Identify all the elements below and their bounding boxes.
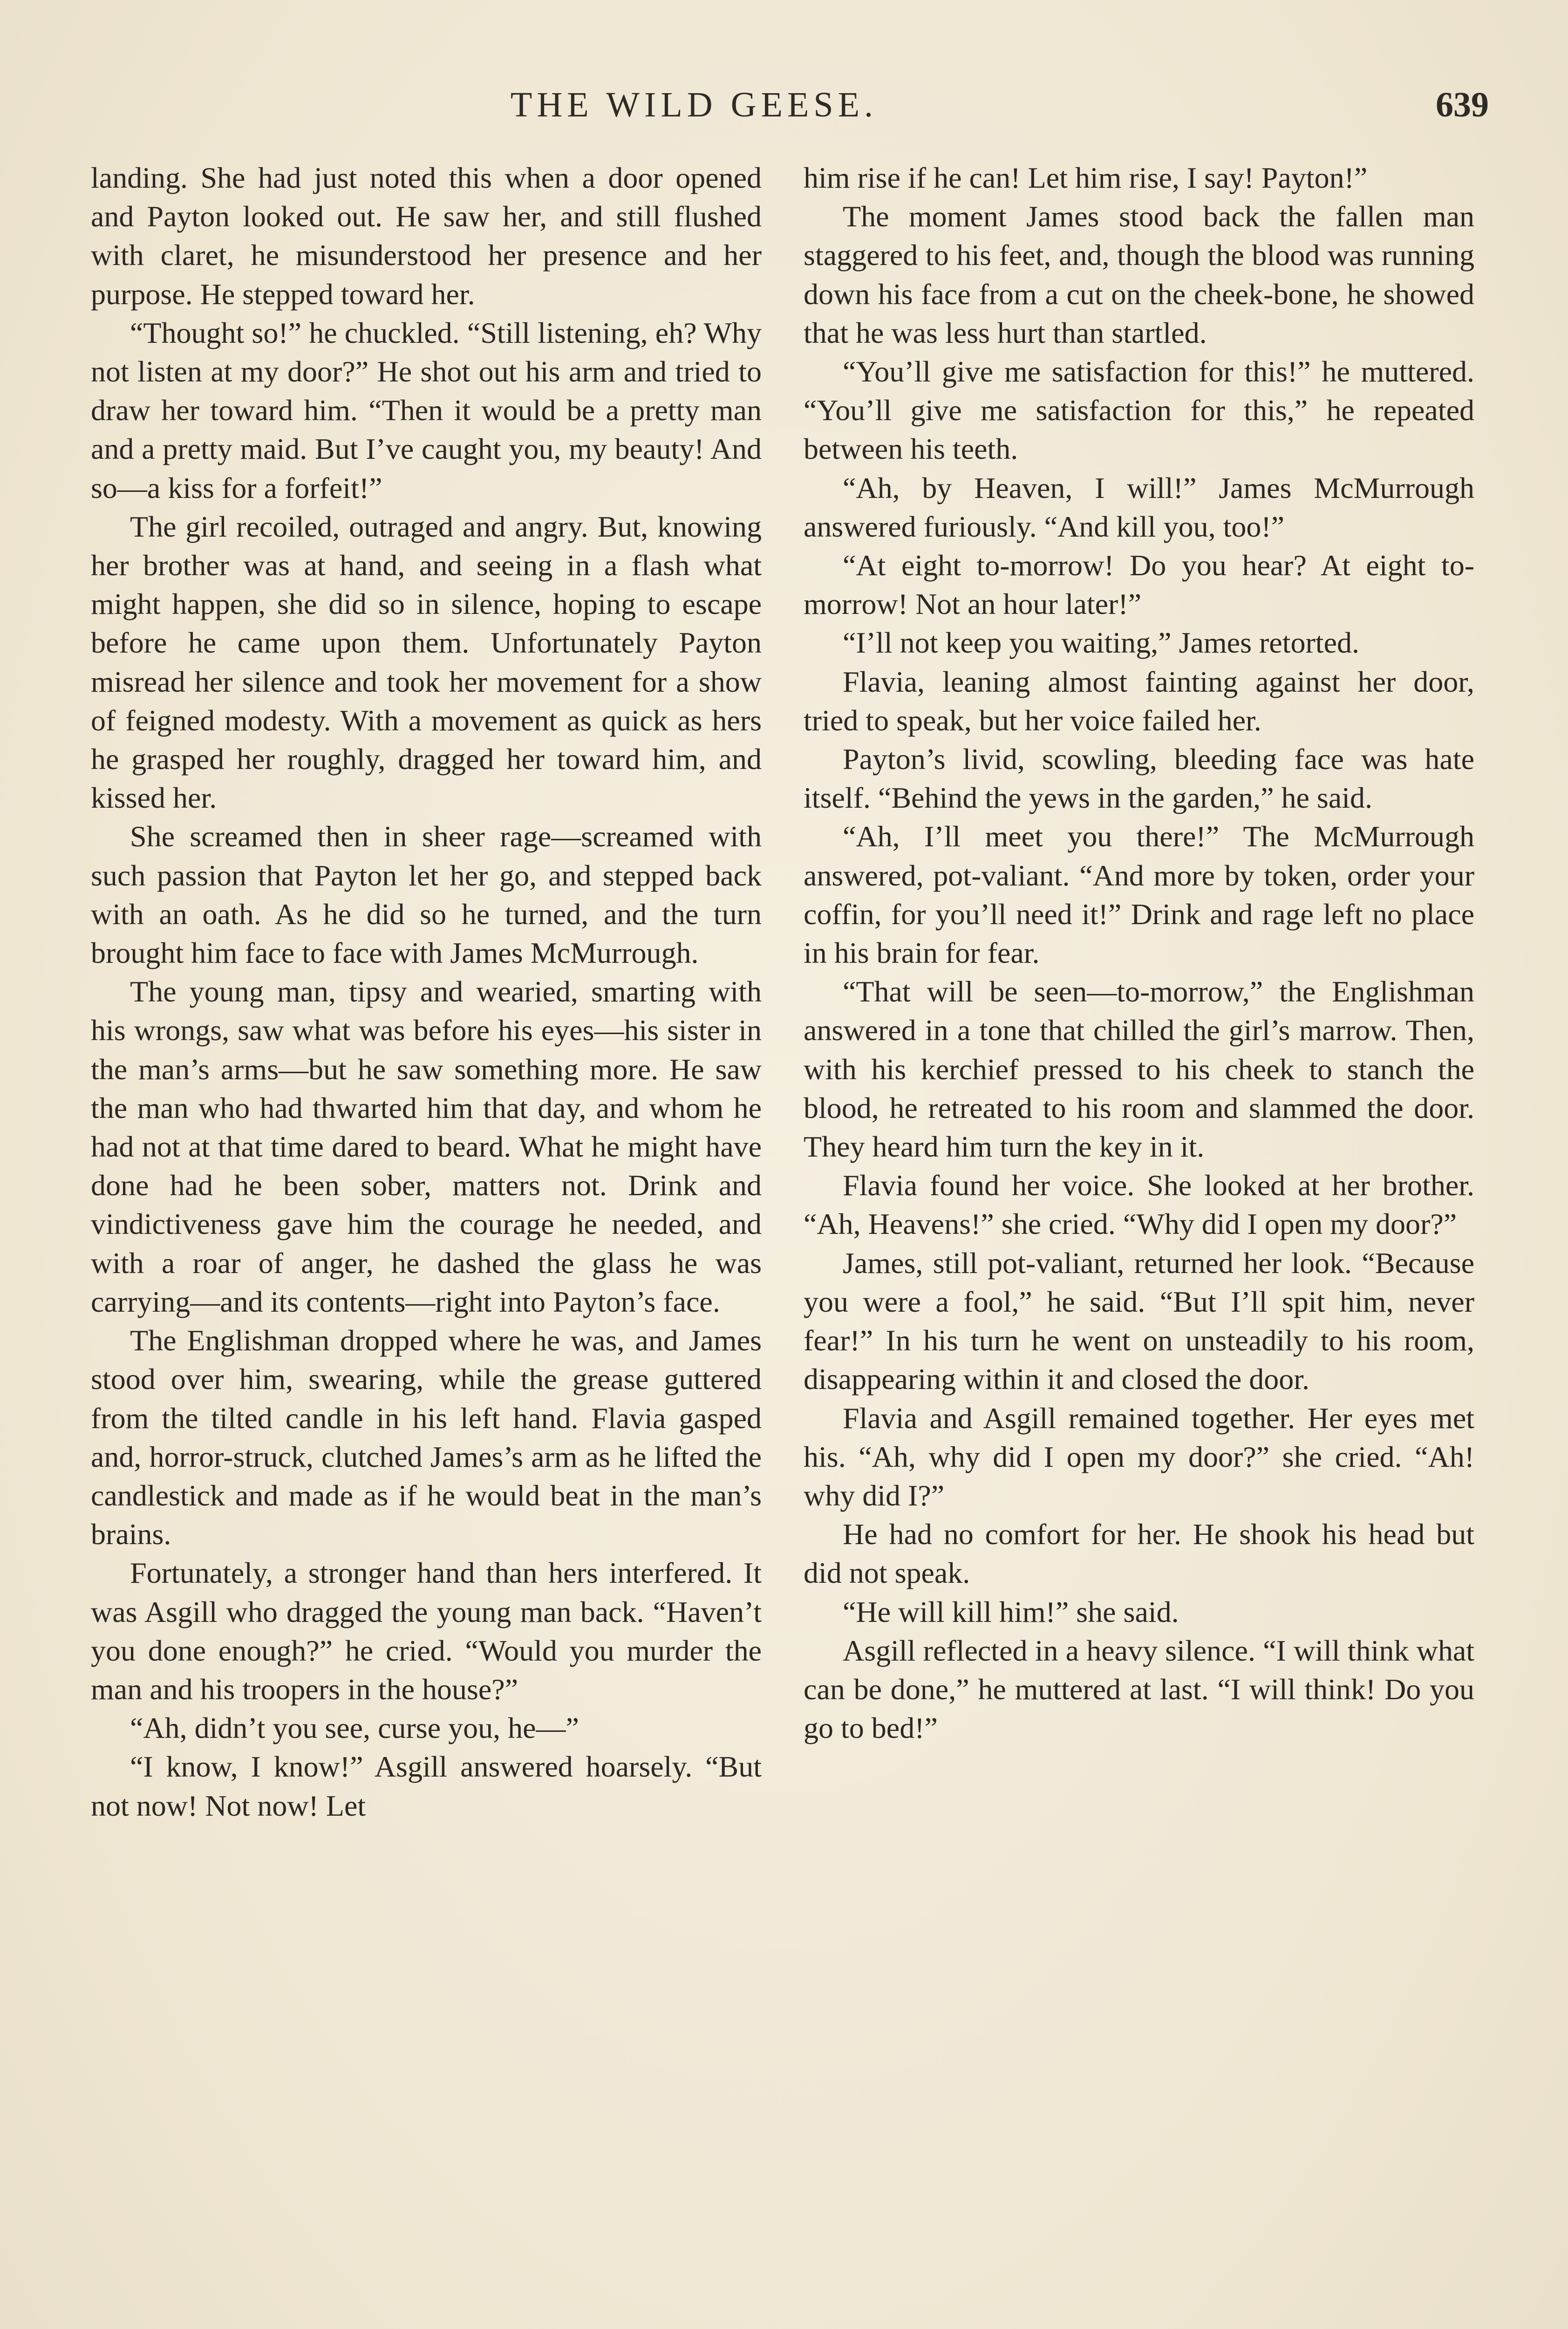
paragraph: The young man, tipsy and wearied, smarting with his wrongs, saw what was before his eyes—his sister in the man’s arms—but he saw something more. He saw the man who had thwarted him that day, and whom he had not at that time dared to beard. What he might have done had he been sober, matters not. Drink and vindictiveness gave him the courage he needed, and with a roar of anger, he dashed the glass he was carrying—and its contents—right into Payton’s face. <box>91 975 762 1318</box>
paragraph: “Thought so!” he chuckled. “Still listening, eh? Why not listen at my door?” He shot out his arm and tried to draw her toward him. “Then it would be a pretty man and a pretty maid. But I’ve caught you, my beauty! And so—a kiss for a forfeit!” <box>91 316 762 504</box>
paragraph: “Ah, by Heaven, I will!” James McMurrough answered furiously. “And kill you, too!” <box>804 471 1474 543</box>
paragraph: He had no comfort for her. He shook his head but did not speak. <box>804 1518 1474 1590</box>
paragraph: She screamed then in sheer rage—screamed with such passion that Payton let her go, and stepped back with an oath. As he did so he turned, and the turn brought him face to face with James McMurrough. <box>91 820 762 970</box>
paragraph: “Ah, didn’t you see, curse you, he—” <box>130 1711 579 1745</box>
paragraph: “At eight to-morrow! Do you hear? At eight to-morrow! Not an hour later!” <box>804 549 1474 621</box>
paragraph: “Ah, I’ll meet you there!” The McMurrough answered, pot-valiant. “And more by token, order your coffin, for you’ll need it!” Drink and rage left no place in his brain for fear. <box>804 820 1474 970</box>
paragraph: landing. She had just noted this when a door opened and Payton looked out. He saw her, and still flushed with claret, he misunderstood her presence and her purpose. He stepped toward her. <box>91 161 762 311</box>
paragraph: Flavia, leaning almost fainting against her door, tried to speak, but her voice failed her. <box>804 665 1474 737</box>
right-column <box>804 158 1474 1747</box>
running-head <box>0 79 1568 130</box>
left-column <box>91 158 762 1825</box>
paragraph: him rise if he can! Let him rise, I say! Payton!” <box>804 161 1368 194</box>
paragraph: The girl recoiled, outraged and angry. But, knowing her brother was at hand, and seeing in a flash what might happen, she did so in silence, hoping to escape before he came upon them. Unfortunately Payton misread her silence and took her movement for a show of feigned modesty. With a movement as quick as hers he grasped her roughly, dragged her toward him, and kissed her. <box>91 510 762 815</box>
paragraph: “I’ll not keep you waiting,” James retorted. <box>843 626 1359 660</box>
paragraph: “He will kill him!” she said. <box>843 1595 1179 1628</box>
paragraph: Payton’s livid, scowling, bleeding face was hate itself. “Behind the yews in the garden,” he said. <box>804 742 1474 815</box>
paragraph: Flavia found her voice. She looked at her brother. “Ah, Heavens!” she cried. “Why did I open my door?” <box>804 1169 1474 1241</box>
page-number: 639 <box>1436 85 1489 124</box>
paragraph: “I know, I know!” Asgill answered hoarsely. “But not now! Not now! Let <box>91 1750 762 1822</box>
paragraph: Flavia and Asgill remained together. Her eyes met his. “Ah, why did I open my door?” she cried. “Ah! why did I?” <box>804 1401 1474 1512</box>
paragraph: The moment James stood back the fallen man staggered to his feet, and, though the blood was running down his face from a cut on the cheek-bone, he showed that he was less hurt than startled. <box>804 200 1474 349</box>
paragraph: “You’ll give me satisfaction for this!” he muttered. “You’ll give me satisfaction for this,” he repeated between his teeth. <box>804 355 1474 466</box>
paragraph: Asgill reflected in a heavy silence. “I will think what can be done,” he muttered at last. “I will think! Do you go to bed!” <box>804 1634 1474 1745</box>
paragraph: Fortunately, a stronger hand than hers interfered. It was Asgill who dragged the young man back. “Haven’t you done enough?” he cried. “Would you murder the man and his troopers in the house?” <box>91 1556 762 1706</box>
paragraph: James, still pot-valiant, returned her look. “Because you were a fool,” he said. “But I’ll spit him, never fear!” In his turn he went on unsteadily to his room, disappearing within it and closed the door. <box>804 1246 1474 1396</box>
paragraph: The Englishman dropped where he was, and James stood over him, swearing, while the grease guttered from the tilted candle in his left hand. Flavia gasped and, horror-struck, clutched James’s arm as he lifted the candlestick and made as if he would beat in the man’s brains. <box>91 1324 762 1551</box>
paragraph: “That will be seen—to-morrow,” the Englishman answered in a tone that chilled the girl’s marrow. Then, with his kerchief pressed to his cheek to stanch the blood, he retreated to his room and slammed the door. They heard him turn the key in it. <box>804 975 1474 1164</box>
running-title: THE WILD GEESE. <box>510 85 878 124</box>
